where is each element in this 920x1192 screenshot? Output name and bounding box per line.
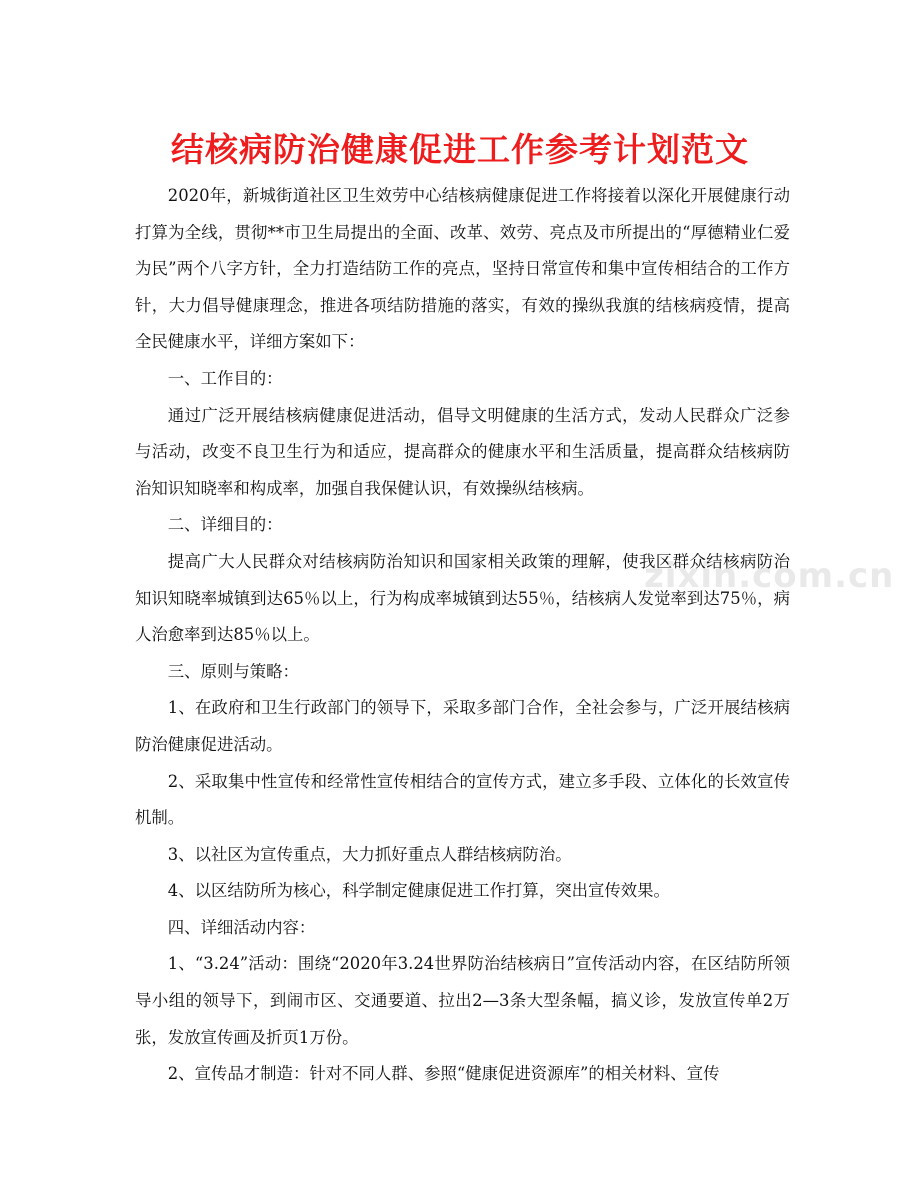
paragraph-work-goal: 通过广泛开展结核病健康促进活动，倡导文明健康的生活方式，发动人民群众广泛参与活动，改变不良卫生行为和适应，提高群众的健康水平和生活质量，提高群众结核病防治知识知晓率和构成率，加强自我保健认识，有效操纵结核病。 [135, 405, 790, 498]
section-heading-detailed-goal: 二、详细目的： [167, 515, 283, 535]
document-body [135, 178, 790, 1093]
paragraph-intro: 2020年，新城街道社区卫生效劳中心结核病健康促进工作将接着以深化开展健康行动打算为全线，贯彻**市卫生局提出的全面、改革、效劳、亮点及市所提出的“厚德精业仁爱为民”两个八字方针，全力打造结防工作的亮点，坚持日常宣传和集中宣传相结合的工作方针，大力倡导健康理念，推进各项结防措施的落实，有效的操纵我旗的结核病疫情，提高全民健康水平，详细方案如下： [135, 186, 790, 352]
section-heading-work-goal: 一、工作目的： [167, 368, 283, 388]
section-heading-principles: 三、原则与策略： [167, 661, 299, 681]
document-title: 结核病防治健康促进工作参考计划范文 [171, 130, 749, 169]
section-heading-activities: 四、详细活动内容： [167, 917, 316, 937]
watermark-text: zixin.com.cn [644, 556, 895, 596]
paragraph-principle-1: 1、在政府和卫生行政部门的领导下，采取多部门合作，全社会参与，广泛开展结核病防治健康促进活动。 [135, 698, 790, 754]
paragraph-activity-2: 2、宣传品才制造：针对不同人群、参照“健康促进资源库”的相关材料、宣传 [167, 1064, 720, 1084]
paragraph-activity-1: 1、“3.24”活动：围绕“2020年3.24世界防治结核病日”宣传活动内容，在区结防所领导小组的领导下，到闹市区、交通要道、拉出2—3条大型条幅，搞义诊，发放宣传单2万张，发放宣传画及折页1万份。 [135, 954, 790, 1047]
paragraph-principle-3: 3、以社区为宣传重点，大力抓好重点人群结核病防治。 [167, 844, 572, 864]
paragraph-principle-4: 4、以区结防所为核心，科学制定健康促进工作打算，突出宣传效果。 [167, 881, 670, 901]
paragraph-principle-2: 2、采取集中性宣传和经常性宣传相结合的宣传方式，建立多手段、立体化的长效宣传机制。 [135, 771, 790, 828]
paragraph-detailed-goal: 提高广大人民群众对结核病防治知识和国家相关政策的理解，使我区群众结核病防治知识知晓率城镇到达65％以上，行为构成率城镇到达55％，结核病人发觉率到达75％，病人治愈率到达85％以上。 [135, 551, 790, 645]
